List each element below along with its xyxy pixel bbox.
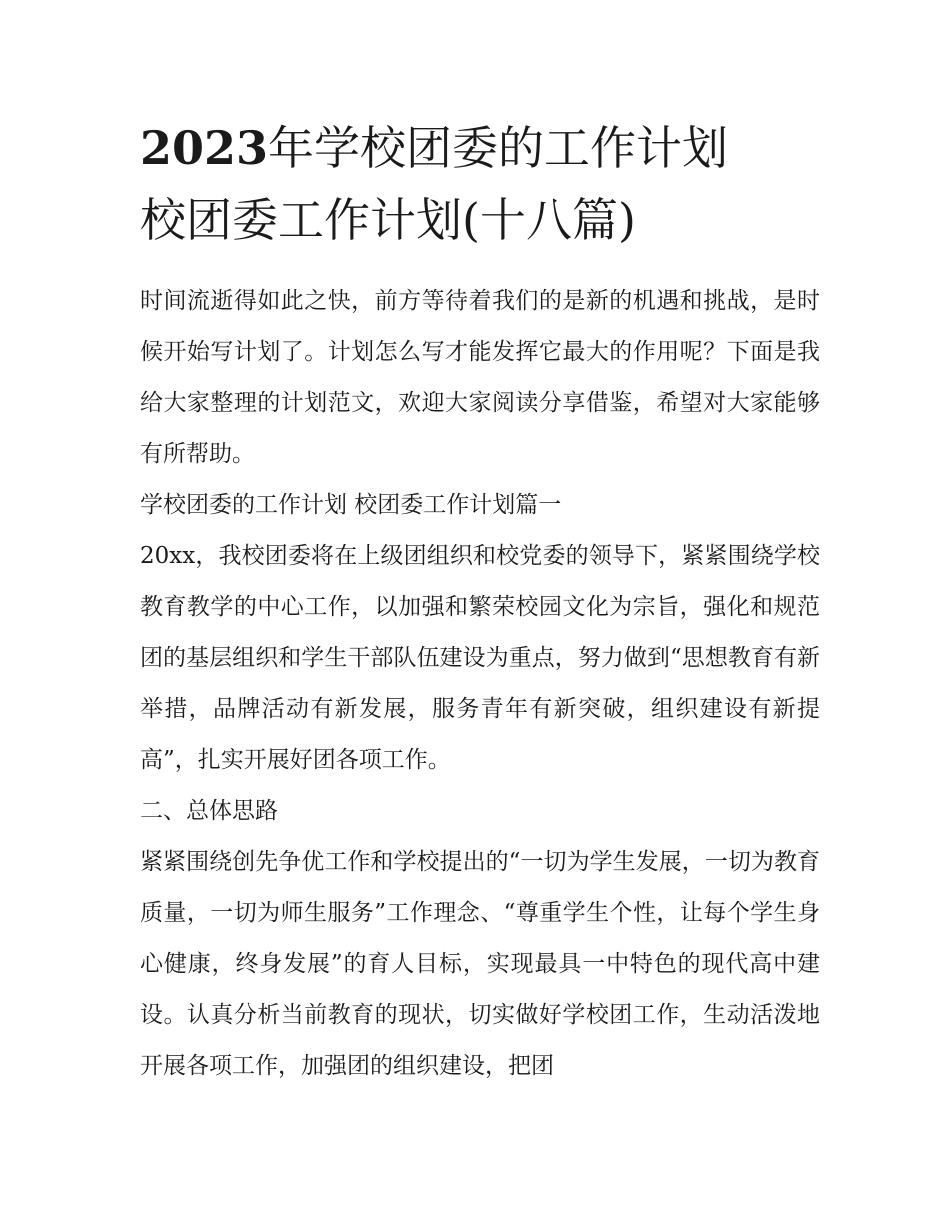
- document-page: [140, 112, 820, 1092]
- section-heading-2: 二、总体思路: [140, 798, 278, 824]
- document-subtitle: 校团委工作计划(十八篇): [140, 193, 636, 247]
- body-paragraph-2: 紧紧围绕创先争优工作和学校提出的“一切为学生发展，一切为教育质量，一切为师生服务”工作理念、“尊重学生个性，让每个学生身心健康，终身发展”的育人目标，实现最具一中特色的现代高中建设。认真分析当前教育的现状，切实做好学校团工作，生动活泼地开展各项工作，加强团的组织建设，把团: [140, 849, 820, 1079]
- document-title: [140, 112, 820, 184]
- intro-paragraph: 时间流逝得如此之快，前方等待着我们的是新的机遇和挑战，是时候开始写计划了。计划怎么写才能发挥它最大的作用呢？下面是我给大家整理的计划范文，欢迎大家阅读分享借鉴，希望对大家能够有所帮助。: [140, 288, 820, 467]
- body-paragraph-1: 20xx，我校团委将在上级团组织和校党委的领导下，紧紧围绕学校教育教学的中心工作，以加强和繁荣校园文化为宗旨，强化和规范团的基层组织和学生干部队伍建设为重点，努力做到“思想教育有新举措，品牌活动有新发展，服务青年有新突破，组织建设有新提高”，扎实开展好团各项工作。: [140, 543, 820, 773]
- section-heading-1: 学校团委的工作计划 校团委工作计划篇一: [140, 492, 562, 518]
- title-line1-text: 年学校团委的工作计划: [268, 121, 729, 175]
- title-year: 2023: [140, 121, 269, 175]
